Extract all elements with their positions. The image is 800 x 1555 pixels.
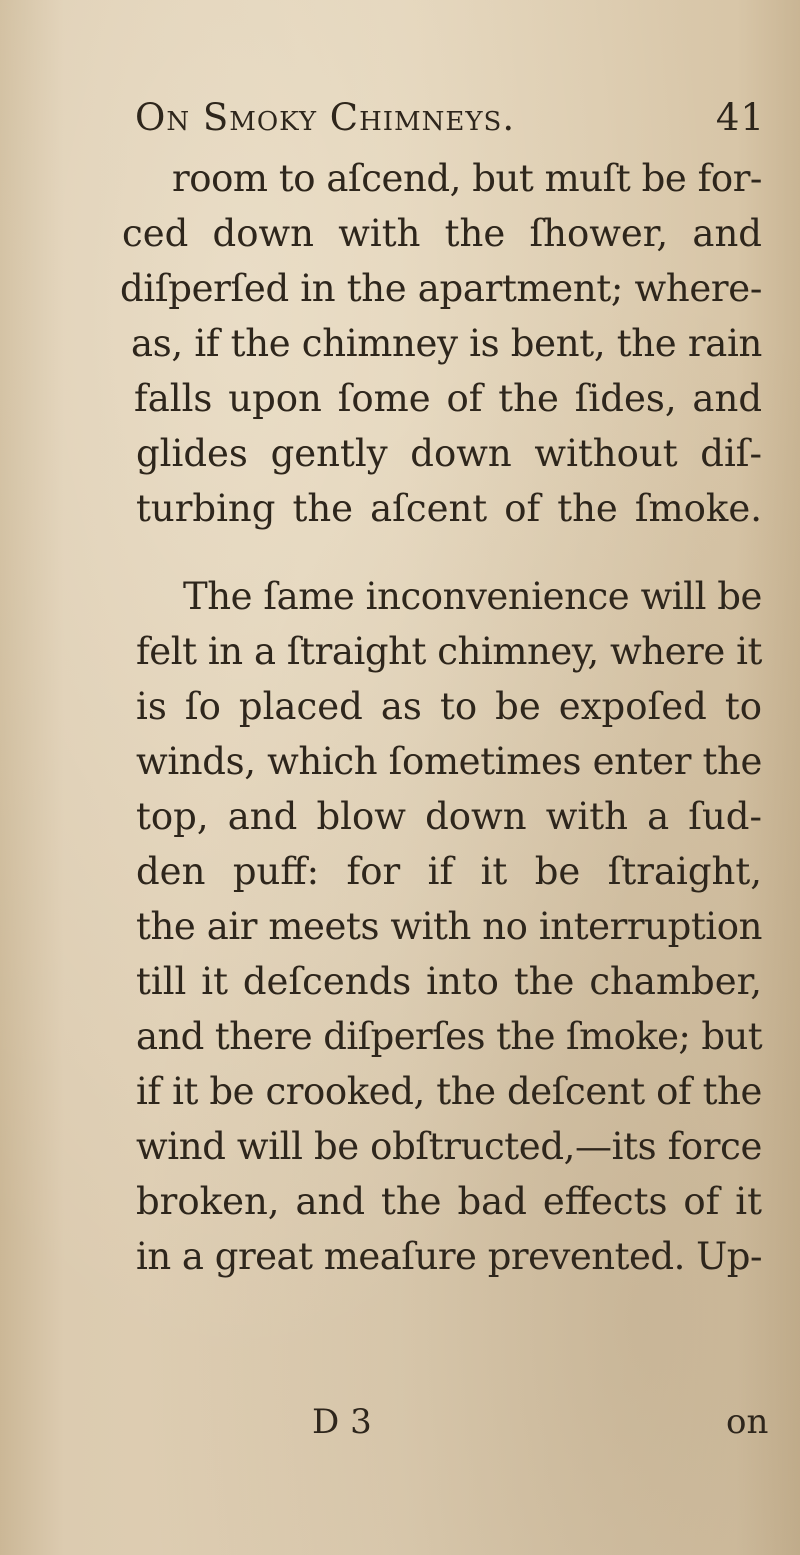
text-line: as, if the chimney is bent, the rain [131, 322, 762, 365]
text-line: till it deſcends into the chamber, [136, 960, 762, 1003]
text-line: glides gently down without diſ- [136, 432, 762, 475]
page-number: 41 [715, 96, 765, 139]
text-line: is ſo placed as to be expoſed to [136, 685, 762, 728]
text-line: top, and blow down with a ſud- [136, 795, 762, 838]
signature-mark: D 3 [312, 1402, 372, 1442]
text-line: broken, and the bad effects of it [136, 1180, 762, 1223]
running-title: On Smoky Chimneys. [135, 96, 516, 139]
running-head [135, 96, 765, 152]
text-line: the air meets with no interruption [136, 905, 762, 948]
catchword: on [726, 1402, 769, 1442]
text-line: room to aſcend, but muſt be for- [172, 157, 762, 200]
text-line: turbing the aſcent of the ſmoke. [136, 487, 762, 530]
text-line: wind will be obſtructed,—its force [136, 1125, 762, 1168]
text-line: den puff: for if it be ſtraight, [136, 850, 762, 893]
text-line: falls upon ſome of the ſides, and [134, 377, 762, 420]
text-line: ced down with the ſhower, and [122, 212, 762, 255]
text-line: diſperſed in the apartment; where- [120, 267, 762, 310]
text-line: if it be crooked, the deſcent of the [136, 1070, 762, 1113]
text-line: and there diſperſes the ſmoke; but [136, 1015, 762, 1058]
text-line: felt in a ſtraight chimney, where it [136, 630, 762, 673]
text-line: The ſame inconvenience will be [183, 575, 762, 618]
text-line: in a great meaſure prevented. Up- [136, 1235, 762, 1278]
page-footer [0, 1402, 800, 1446]
text-line: winds, which ſometimes enter the [136, 740, 762, 783]
